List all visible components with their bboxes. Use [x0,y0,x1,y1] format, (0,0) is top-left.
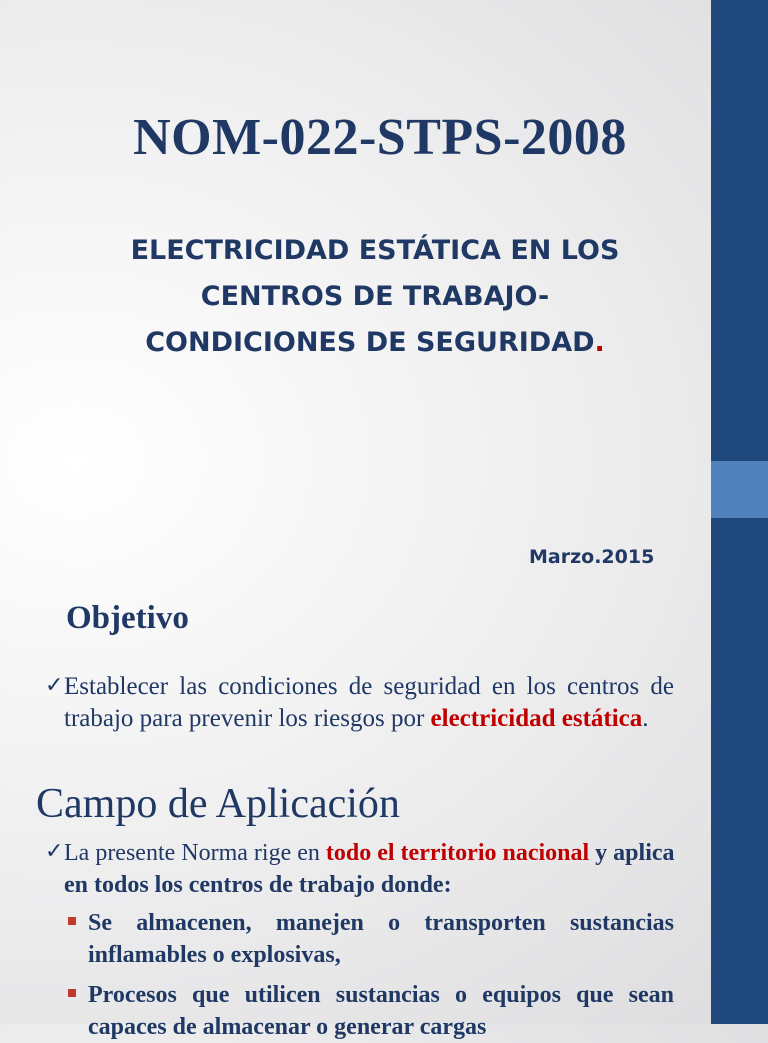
objetivo-text-main: Establecer las condiciones de seguridad en los centros de trabajo para prevenir los riesgos por [64,673,674,732]
objetivo-highlight: electricidad estática [430,705,643,732]
slide-subtitle [30,228,720,366]
slide-title: NOM-022-STPS-2008 [133,109,627,166]
slide-date: Marzo.2015 [529,546,655,568]
campo-text-after: y aplica en todos los centros de trabajo donde: [64,840,675,898]
campo-text [64,837,676,901]
subtitle-line-2: CENTROS DE TRABAJO- [200,281,550,312]
campo-highlight: todo el territorio nacional [325,840,590,866]
objetivo-text [64,671,674,735]
campo-text-before: La presente Norma rige en [64,840,326,866]
bullet-square-icon [68,989,76,997]
campo-heading: Campo de Aplicación [36,781,400,827]
sidebar-accent-block [711,461,768,518]
checkmark-icon: ✓ [45,838,64,863]
checkmark-icon: ✓ [45,672,64,697]
campo-bullet-1: Se almacenen, manejen o transporten sustancias inflamables o explosivas, [88,910,674,968]
subtitle-line-1: ELECTRICIDAD ESTÁTICA EN LOS [130,235,620,266]
objetivo-heading: Objetivo [66,600,189,636]
objetivo-period: . [642,705,649,732]
subtitle-line-3-text: CONDICIONES DE SEGURIDAD [145,327,595,358]
campo-bullet-2: Procesos que utilicen sustancias o equipos que sean capaces de almacenar o generar cargas [88,982,674,1040]
subtitle-line-3 [30,320,720,366]
subtitle-period: . [594,327,605,358]
bullet-square-icon [68,917,76,925]
